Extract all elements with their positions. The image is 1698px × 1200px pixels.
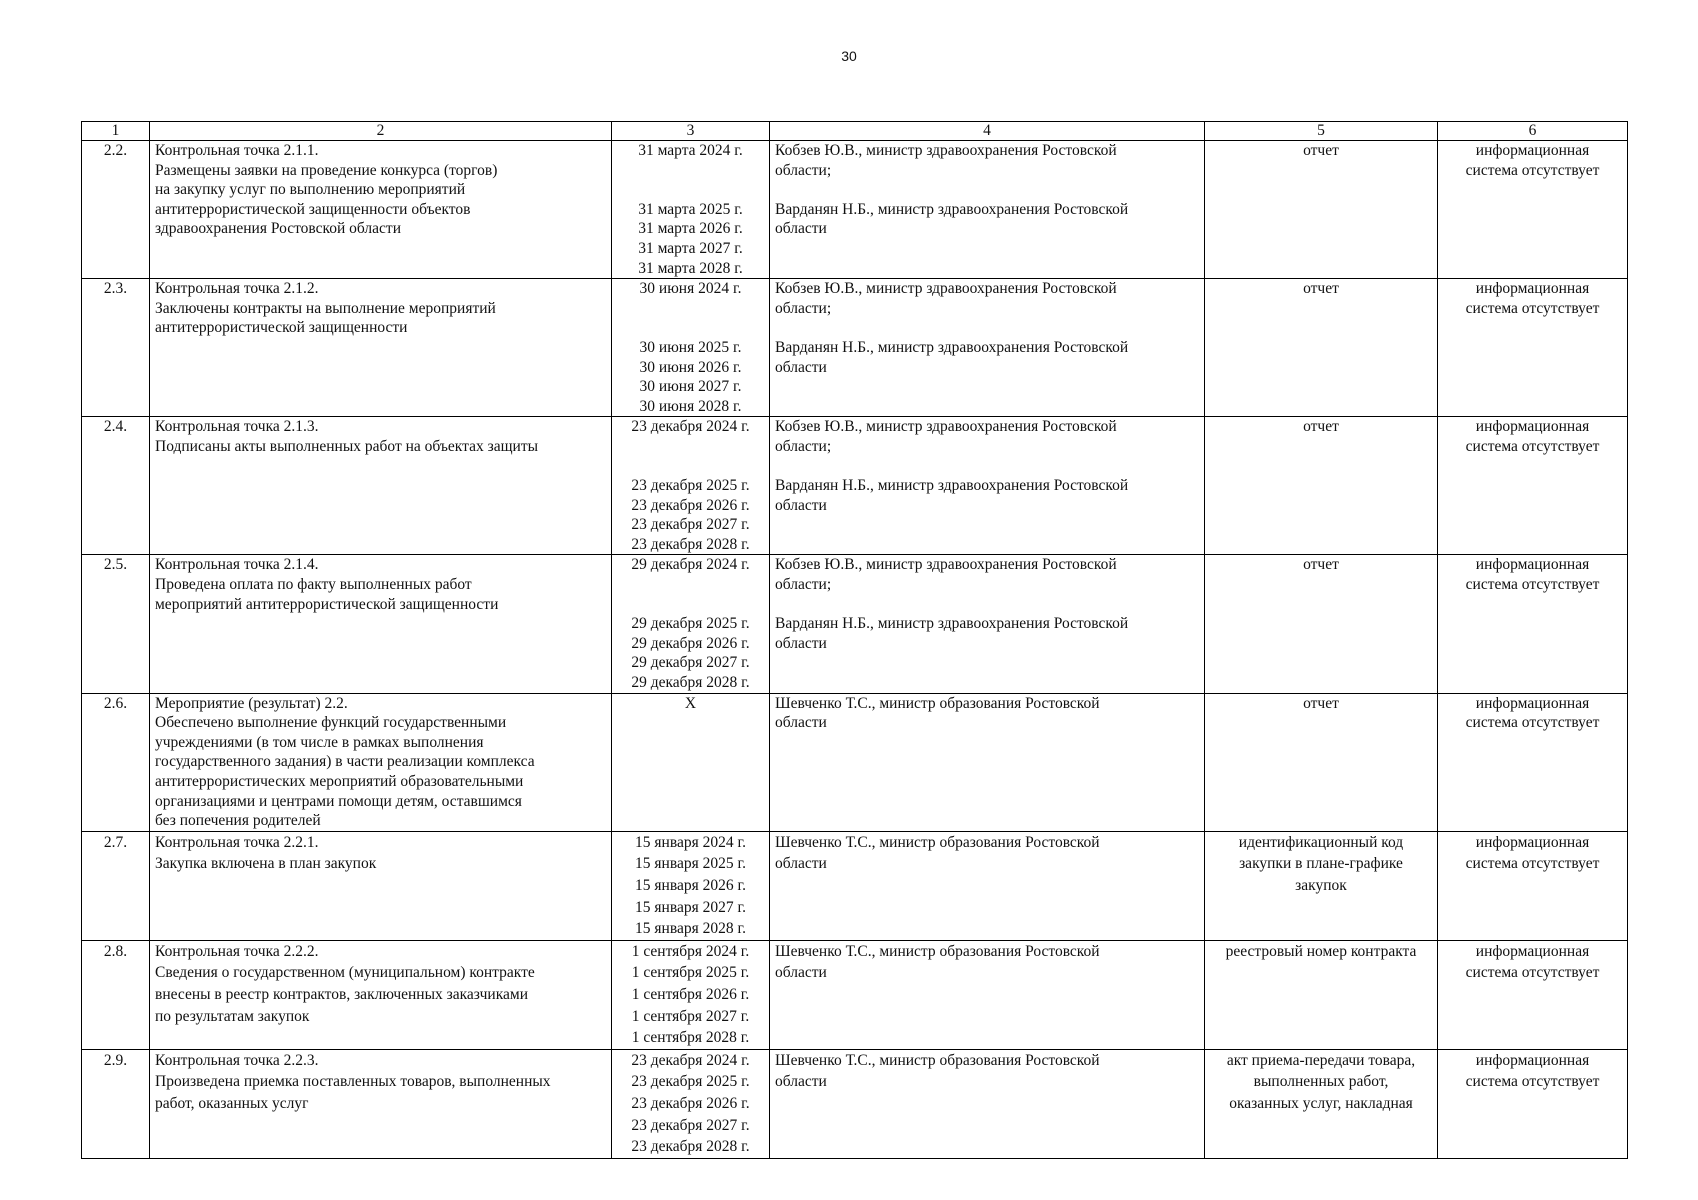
deadline-cell bbox=[612, 831, 770, 940]
table-row bbox=[82, 831, 1628, 940]
description-line: Размещены заявки на проведение конкурса (торгов) bbox=[155, 161, 498, 179]
description-line: здравоохранения Ростовской области bbox=[155, 220, 401, 238]
row-number: 2.4. bbox=[103, 418, 128, 436]
document-type-cell bbox=[1205, 693, 1438, 831]
responsible-line: области bbox=[775, 714, 827, 732]
deadline-date: 15 января 2028 г. bbox=[635, 920, 746, 938]
column-header: 3 bbox=[612, 122, 770, 141]
deadline-date: 31 марта 2028 г. bbox=[638, 259, 743, 277]
item-title: Контрольная точка 2.2.2. bbox=[155, 942, 319, 960]
responsible-line: области bbox=[775, 1073, 827, 1091]
description-line: на закупку услуг по выполнению мероприятий bbox=[155, 181, 466, 199]
deadline-date: 30 июня 2026 г. bbox=[639, 358, 742, 376]
responsible-line: Кобзев Ю.В., министр здравоохранения Ростовской bbox=[775, 142, 1117, 159]
information-system-line: система отсутствует bbox=[1465, 1073, 1600, 1091]
document-type-cell bbox=[1205, 417, 1438, 555]
responsible-line: области bbox=[775, 220, 827, 238]
information-system-cell bbox=[1438, 417, 1628, 555]
description-cell bbox=[150, 279, 612, 417]
description-line: внесены в реестр контрактов, заключенных заказчиками bbox=[155, 985, 528, 1003]
implementation-plan-table bbox=[81, 121, 1628, 1159]
spacer bbox=[775, 318, 1199, 338]
spacer bbox=[617, 437, 764, 457]
deadline-cell bbox=[612, 279, 770, 417]
row-number-cell bbox=[82, 693, 150, 831]
row-number: 2.8. bbox=[103, 942, 128, 960]
item-title: Контрольная точка 2.1.3. bbox=[155, 418, 319, 436]
document-type-line: оказанных услуг, накладная bbox=[1229, 1094, 1413, 1112]
description-line: антитеррористических мероприятий образовательными bbox=[155, 773, 524, 790]
row-number-cell bbox=[82, 417, 150, 555]
description-line: антитеррористической защищенности bbox=[155, 319, 408, 337]
deadline-date: 23 декабря 2024 г. bbox=[631, 1051, 750, 1069]
deadline-date: 15 января 2025 г. bbox=[635, 855, 746, 873]
responsible-line: области bbox=[775, 496, 827, 514]
spacer bbox=[775, 595, 1199, 615]
row-number: 2.2. bbox=[103, 142, 128, 159]
responsible-cell bbox=[770, 417, 1205, 555]
description-cell bbox=[150, 831, 612, 940]
deadline-date: 23 декабря 2027 г. bbox=[631, 1116, 750, 1134]
document-type-line: отчет bbox=[1303, 280, 1339, 298]
deadline-date: 1 сентября 2027 г. bbox=[631, 1007, 750, 1025]
deadline-date: 30 июня 2025 г. bbox=[639, 338, 742, 356]
document-type-line: акт приема-передачи товара, bbox=[1226, 1051, 1416, 1069]
document-type-line: выполненных работ, bbox=[1253, 1073, 1389, 1091]
deadline-date: 31 марта 2024 г. bbox=[638, 142, 743, 159]
description-line: Проведена оплата по факту выполненных работ bbox=[155, 576, 472, 594]
spacer bbox=[617, 299, 764, 319]
responsible-cell bbox=[770, 831, 1205, 940]
column-number-row bbox=[82, 122, 1628, 141]
spacer bbox=[617, 457, 764, 477]
information-system-cell bbox=[1438, 555, 1628, 693]
document-type-cell bbox=[1205, 555, 1438, 693]
deadline-date: 30 июня 2028 г. bbox=[639, 397, 742, 415]
information-system-line: информационная bbox=[1475, 556, 1590, 574]
table-row bbox=[82, 693, 1628, 831]
information-system-line: информационная bbox=[1475, 1051, 1590, 1069]
row-number-cell bbox=[82, 940, 150, 1049]
description-line: Закупка включена в план закупок bbox=[155, 855, 377, 873]
information-system-cell bbox=[1438, 693, 1628, 831]
column-header: 4 bbox=[770, 122, 1205, 141]
responsible-cell bbox=[770, 693, 1205, 831]
deadline-date: 23 декабря 2025 г. bbox=[631, 1073, 750, 1091]
deadline-date: 29 декабря 2026 г. bbox=[631, 634, 750, 652]
deadline-cell bbox=[612, 141, 770, 279]
responsible-line: Кобзев Ю.В., министр здравоохранения Ростовской bbox=[775, 556, 1117, 574]
row-number: 2.3. bbox=[103, 280, 128, 298]
responsible-line: Шевченко Т.С., министр образования Ростовской bbox=[775, 1051, 1100, 1069]
information-system-line: система отсутствует bbox=[1465, 714, 1600, 732]
description-cell bbox=[150, 940, 612, 1049]
deadline-date: 1 сентября 2026 г. bbox=[631, 985, 750, 1003]
information-system-line: система отсутствует bbox=[1465, 964, 1600, 982]
deadline-date: 23 декабря 2025 г. bbox=[631, 477, 750, 495]
document-type-cell bbox=[1205, 279, 1438, 417]
document-type-line: закупки в плане-графике bbox=[1239, 855, 1403, 873]
deadline-date: 15 января 2024 г. bbox=[635, 833, 746, 851]
row-number: 2.5. bbox=[103, 556, 128, 574]
document-type-cell bbox=[1205, 1049, 1438, 1158]
table-row bbox=[82, 279, 1628, 417]
responsible-line: области; bbox=[775, 437, 832, 455]
description-cell bbox=[150, 417, 612, 555]
spacer bbox=[775, 457, 1199, 477]
deadline-date: 1 сентября 2024 г. bbox=[631, 942, 750, 960]
deadline-date: 23 декабря 2024 г. bbox=[631, 418, 750, 436]
column-header: 2 bbox=[150, 122, 612, 141]
row-number-cell bbox=[82, 555, 150, 693]
row-number: 2.6. bbox=[103, 694, 128, 712]
deadline-date: Х bbox=[684, 694, 697, 712]
deadline-cell bbox=[612, 693, 770, 831]
description-line: Произведена приемка поставленных товаров, выполненных bbox=[155, 1073, 551, 1091]
document-type-line: реестровый номер контракта bbox=[1225, 942, 1417, 960]
responsible-line: Варданян Н.Б., министр здравоохранения Ростовской bbox=[775, 477, 1129, 495]
deadline-date: 23 декабря 2028 г. bbox=[631, 535, 750, 553]
table-row bbox=[82, 1049, 1628, 1158]
document-type-line: закупок bbox=[1295, 876, 1347, 894]
responsible-line: Кобзев Ю.В., министр здравоохранения Ростовской bbox=[775, 418, 1117, 436]
responsible-line: Кобзев Ю.В., министр здравоохранения Ростовской bbox=[775, 280, 1117, 298]
deadline-cell bbox=[612, 1049, 770, 1158]
document-type-cell bbox=[1205, 831, 1438, 940]
information-system-cell bbox=[1438, 1049, 1628, 1158]
description-line: без попечения родителей bbox=[155, 812, 321, 830]
document-type-line: отчет bbox=[1303, 418, 1339, 436]
responsible-line: области; bbox=[775, 576, 832, 594]
description-line: учреждениями (в том числе в рамках выполнения bbox=[155, 733, 484, 751]
item-title: Контрольная точка 2.1.1. bbox=[155, 142, 319, 159]
description-line: организациями и центрами помощи детям, оставшимся bbox=[155, 792, 522, 810]
responsible-cell bbox=[770, 141, 1205, 279]
item-title: Контрольная точка 2.2.3. bbox=[155, 1051, 319, 1069]
deadline-date: 31 марта 2027 г. bbox=[638, 239, 743, 257]
deadline-date: 29 декабря 2024 г. bbox=[631, 556, 750, 574]
spacer bbox=[617, 575, 764, 595]
responsible-line: Варданян Н.Б., министр здравоохранения Ростовской bbox=[775, 615, 1129, 633]
description-line: антитеррористической защищенности объектов bbox=[155, 200, 471, 218]
information-system-line: система отсутствует bbox=[1465, 437, 1600, 455]
responsible-line: Шевченко Т.С., министр образования Ростовской bbox=[775, 694, 1100, 712]
information-system-line: информационная bbox=[1475, 942, 1590, 960]
document-type-cell bbox=[1205, 940, 1438, 1049]
row-number-cell bbox=[82, 279, 150, 417]
deadline-date: 1 сентября 2028 г. bbox=[631, 1029, 750, 1047]
responsible-cell bbox=[770, 1049, 1205, 1158]
responsible-line: области; bbox=[775, 161, 832, 179]
information-system-cell bbox=[1438, 141, 1628, 279]
responsible-line: Варданян Н.Б., министр здравоохранения Ростовской bbox=[775, 200, 1129, 218]
information-system-cell bbox=[1438, 831, 1628, 940]
information-system-line: информационная bbox=[1475, 694, 1590, 712]
column-header: 5 bbox=[1205, 122, 1438, 141]
deadline-cell bbox=[612, 940, 770, 1049]
row-number-cell bbox=[82, 1049, 150, 1158]
document-type-line: отчет bbox=[1303, 142, 1339, 159]
column-header: 6 bbox=[1438, 122, 1628, 141]
table-row bbox=[82, 940, 1628, 1049]
description-line: государственного задания) в части реализации комплекса bbox=[155, 753, 535, 771]
information-system-cell bbox=[1438, 279, 1628, 417]
responsible-line: Шевченко Т.С., министр образования Ростовской bbox=[775, 833, 1100, 851]
item-title: Контрольная точка 2.1.4. bbox=[155, 556, 319, 574]
responsible-line: области bbox=[775, 358, 827, 376]
description-cell bbox=[150, 141, 612, 279]
description-line: по результатам закупок bbox=[155, 1007, 310, 1025]
deadline-cell bbox=[612, 555, 770, 693]
description-cell bbox=[150, 1049, 612, 1158]
description-line: Подписаны акты выполненных работ на объектах защиты bbox=[155, 437, 539, 455]
responsible-cell bbox=[770, 279, 1205, 417]
responsible-cell bbox=[770, 940, 1205, 1049]
deadline-date: 23 декабря 2027 г. bbox=[631, 516, 750, 534]
responsible-line: области bbox=[775, 634, 827, 652]
information-system-line: информационная bbox=[1475, 418, 1590, 436]
description-line: Сведения о государственном (муниципальном) контракте bbox=[155, 964, 535, 982]
deadline-date: 29 декабря 2028 г. bbox=[631, 674, 750, 692]
description-cell bbox=[150, 555, 612, 693]
description-line: Обеспечено выполнение функций государственными bbox=[155, 714, 507, 732]
document-type-line: идентификационный код bbox=[1238, 833, 1404, 851]
deadline-date: 31 марта 2026 г. bbox=[638, 220, 743, 238]
responsible-line: Шевченко Т.С., министр образования Ростовской bbox=[775, 942, 1100, 960]
row-number: 2.7. bbox=[103, 833, 128, 851]
row-number-cell bbox=[82, 141, 150, 279]
information-system-line: система отсутствует bbox=[1465, 576, 1600, 594]
deadline-date: 15 января 2026 г. bbox=[635, 876, 746, 894]
item-title: Контрольная точка 2.2.1. bbox=[155, 833, 319, 851]
information-system-line: информационная bbox=[1475, 833, 1590, 851]
description-cell bbox=[150, 693, 612, 831]
information-system-line: информационная bbox=[1475, 142, 1590, 159]
deadline-date: 23 декабря 2028 г. bbox=[631, 1138, 750, 1156]
information-system-cell bbox=[1438, 940, 1628, 1049]
table-row bbox=[82, 141, 1628, 279]
deadline-date: 29 декабря 2025 г. bbox=[631, 615, 750, 633]
information-system-line: система отсутствует bbox=[1465, 299, 1600, 317]
description-line: работ, оказанных услуг bbox=[155, 1094, 309, 1112]
spacer bbox=[775, 180, 1199, 200]
document-type-cell bbox=[1205, 141, 1438, 279]
information-system-line: система отсутствует bbox=[1465, 161, 1600, 179]
deadline-date: 30 июня 2024 г. bbox=[639, 280, 742, 298]
deadline-date: 29 декабря 2027 г. bbox=[631, 654, 750, 672]
row-number: 2.9. bbox=[103, 1051, 128, 1069]
item-title: Контрольная точка 2.1.2. bbox=[155, 280, 319, 298]
deadline-date: 30 июня 2027 г. bbox=[639, 378, 742, 396]
document-type-line: отчет bbox=[1303, 556, 1339, 574]
description-line: мероприятий антитеррористической защищенности bbox=[155, 595, 499, 613]
deadline-date: 1 сентября 2025 г. bbox=[631, 964, 750, 982]
spacer bbox=[617, 180, 764, 200]
information-system-line: система отсутствует bbox=[1465, 855, 1600, 873]
spacer bbox=[617, 161, 764, 181]
deadline-date: 31 марта 2025 г. bbox=[638, 200, 743, 218]
item-title: Мероприятие (результат) 2.2. bbox=[155, 694, 348, 712]
deadline-cell bbox=[612, 417, 770, 555]
row-number-cell bbox=[82, 831, 150, 940]
information-system-line: информационная bbox=[1475, 280, 1590, 298]
deadline-date: 15 января 2027 г. bbox=[635, 898, 746, 916]
description-line: Заключены контракты на выполнение мероприятий bbox=[155, 299, 496, 317]
spacer bbox=[617, 595, 764, 615]
responsible-line: области bbox=[775, 855, 827, 873]
document-type-line: отчет bbox=[1303, 694, 1339, 712]
page-number: 30 bbox=[841, 48, 857, 64]
responsible-line: Варданян Н.Б., министр здравоохранения Ростовской bbox=[775, 338, 1129, 356]
responsible-line: области; bbox=[775, 299, 832, 317]
column-header: 1 bbox=[82, 122, 150, 141]
responsible-cell bbox=[770, 555, 1205, 693]
spacer bbox=[617, 318, 764, 338]
deadline-date: 23 декабря 2026 г. bbox=[631, 496, 750, 514]
responsible-line: области bbox=[775, 964, 827, 982]
deadline-date: 23 декабря 2026 г. bbox=[631, 1094, 750, 1112]
table-row bbox=[82, 555, 1628, 693]
table-row bbox=[82, 417, 1628, 555]
